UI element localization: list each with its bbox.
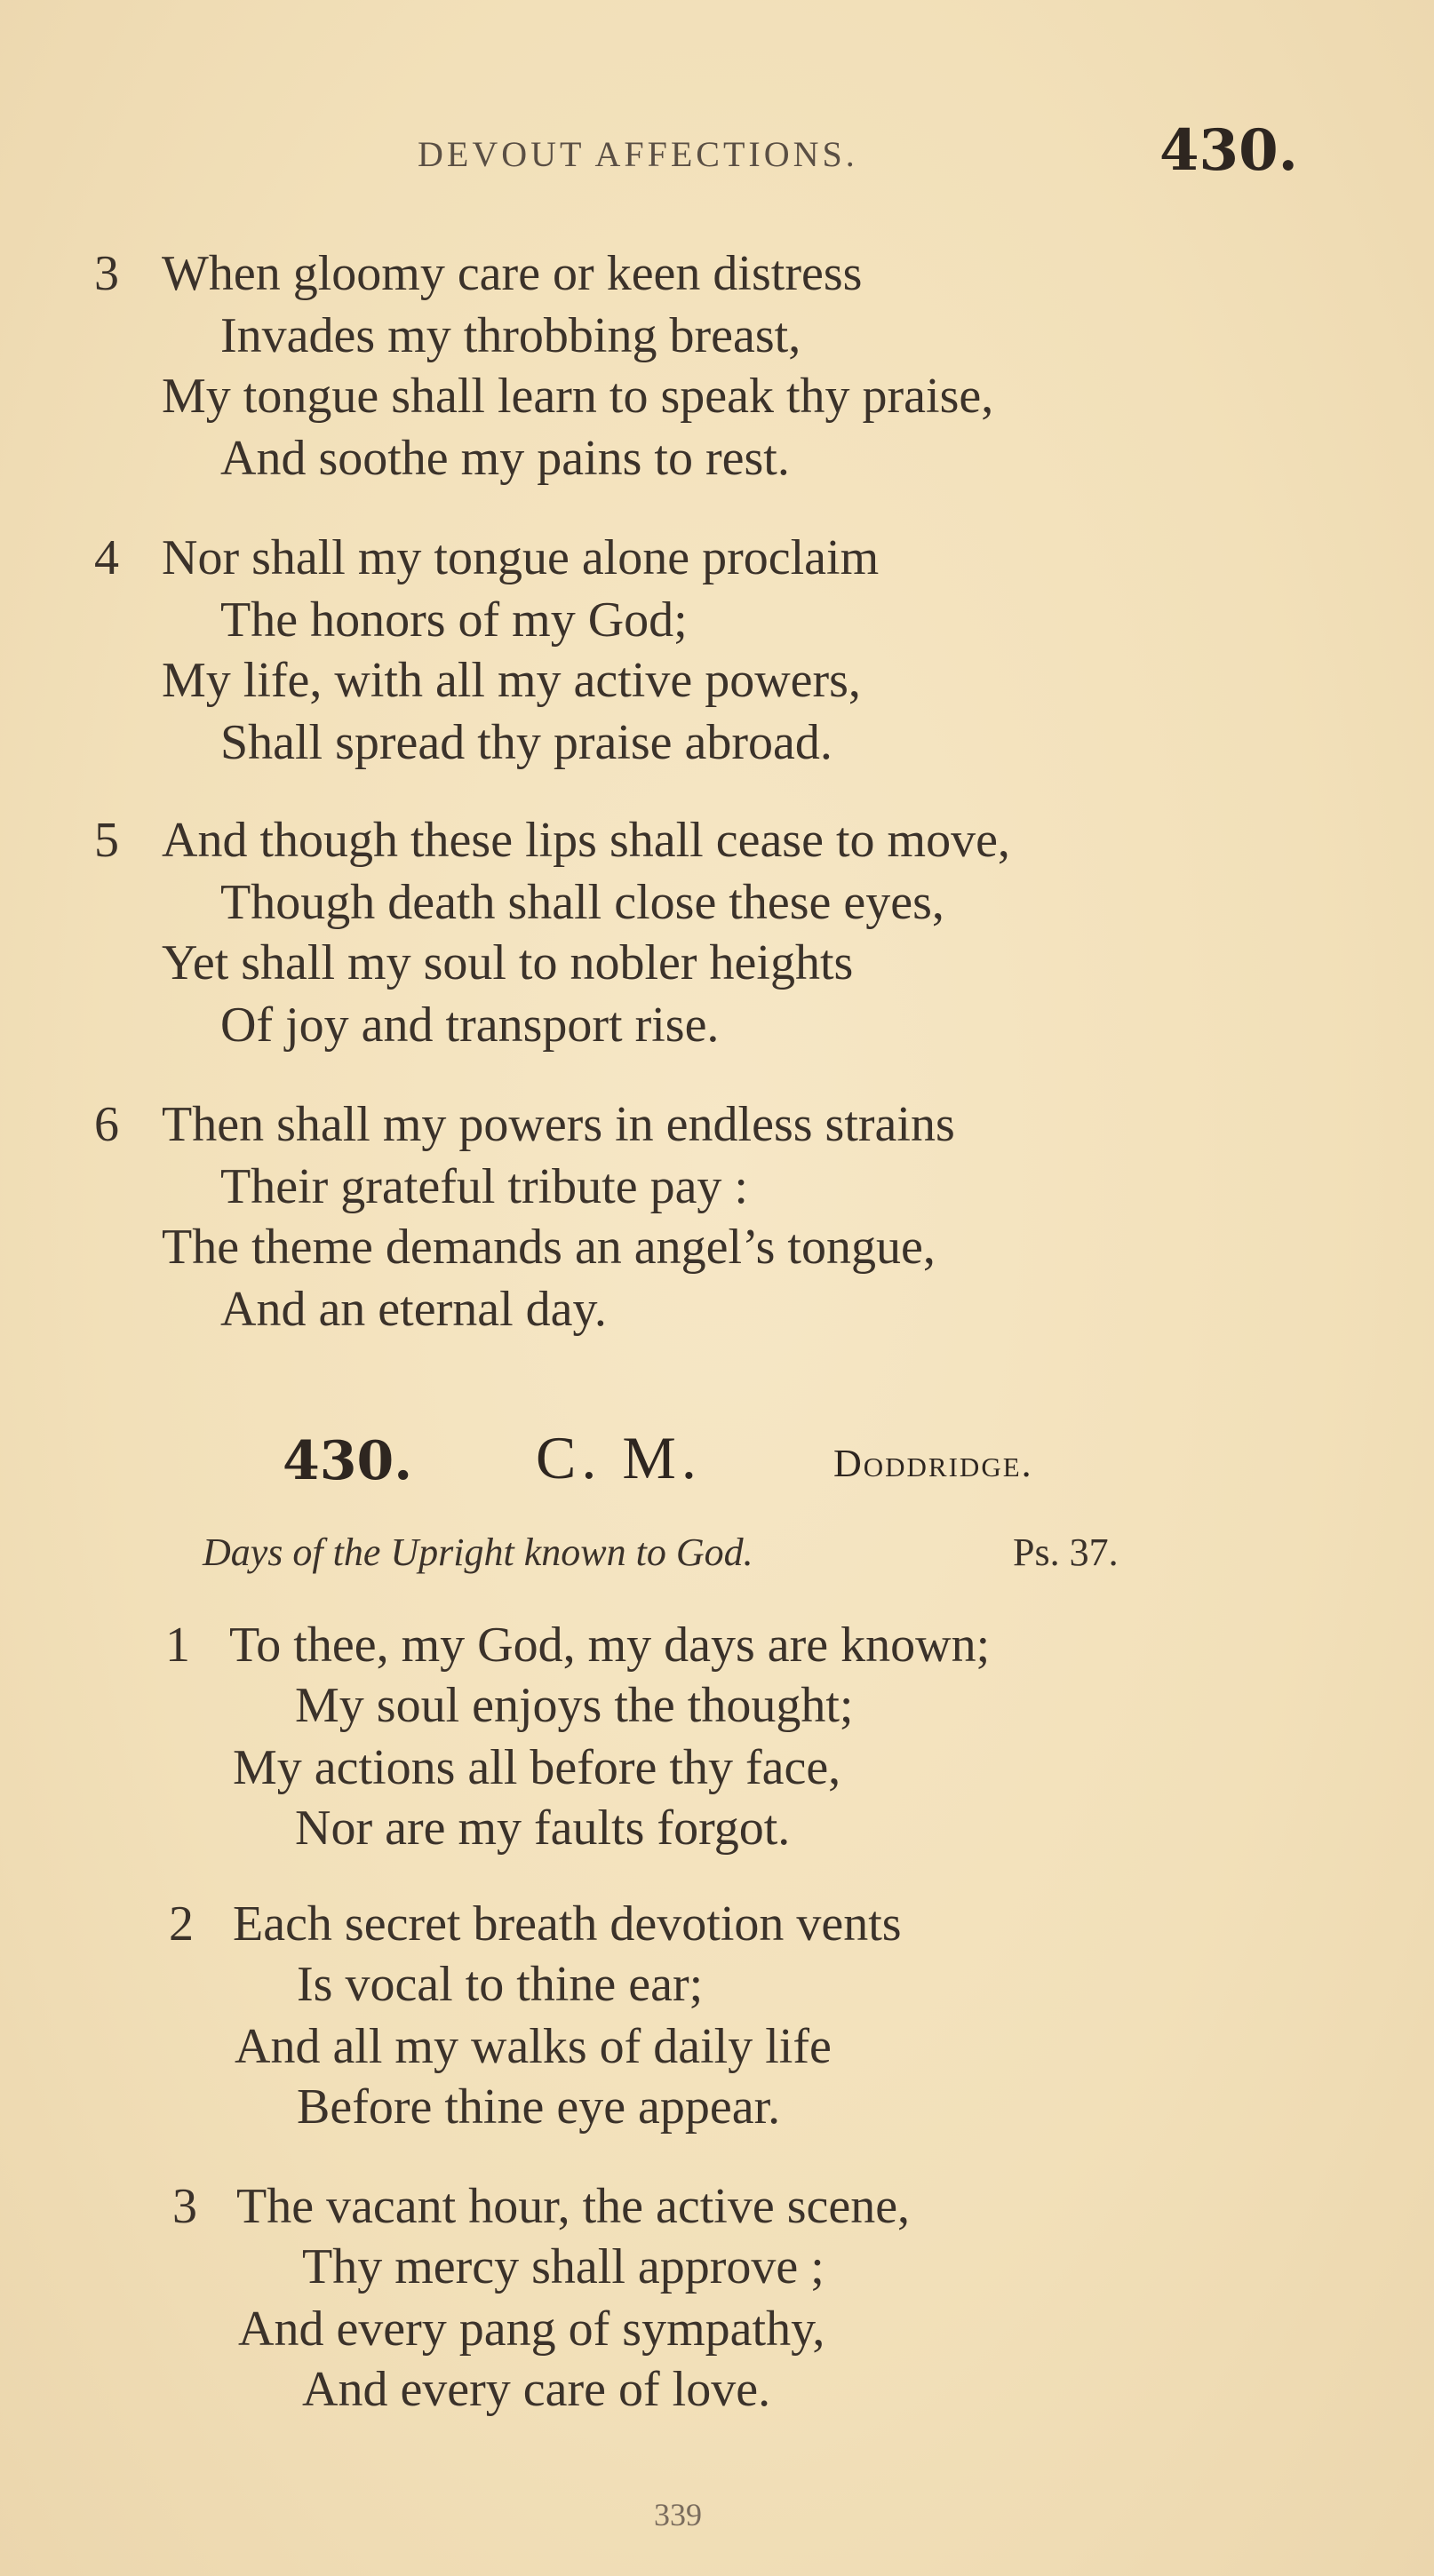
verse-line: Shall spread thy praise abroad. [220, 715, 833, 770]
verse-line: Is vocal to thine ear; [297, 1957, 704, 2012]
verse-line: My tongue shall learn to speak thy praise, [162, 369, 994, 424]
running-title: DEVOUT AFFECTIONS. [418, 134, 858, 174]
verse-line: The vacant hour, the active scene, [236, 2179, 911, 2234]
verse-line: And every care of love. [302, 2362, 771, 2417]
verse-line: Each secret breath devotion vents [233, 1896, 902, 1952]
verse-line: My soul enjoys the thought; [295, 1678, 854, 1733]
stanza-number: 4 [94, 530, 119, 585]
verse-line: Nor shall my tongue alone proclaim [162, 530, 880, 585]
verse-line: Yet shall my soul to nobler heights [162, 935, 854, 990]
hymn-meter: C. M. [536, 1424, 702, 1491]
verse-line: And though these lips shall cease to move, [162, 813, 1010, 868]
verse-line: When gloomy care or keen distress [162, 246, 863, 301]
header-hymn-number: 430. [1159, 117, 1298, 184]
page-number: 339 [654, 2497, 702, 2532]
verse-line: The honors of my God; [220, 592, 688, 648]
verse-line: Of joy and transport rise. [220, 998, 720, 1053]
stanza-number: 6 [94, 1097, 119, 1152]
verse-line: The theme demands an angel’s tongue, [162, 1220, 936, 1275]
verse-line: Their grateful tribute pay : [220, 1159, 748, 1214]
verse-line: Though death shall close these eyes, [220, 875, 944, 930]
stanza-number: 1 [165, 1618, 190, 1673]
verse-line: And every pang of sympathy, [238, 2302, 825, 2357]
stanza-number: 3 [94, 246, 119, 301]
verse-line: Then shall my powers in endless strains [162, 1097, 955, 1152]
verse-line: Before thine eye appear. [297, 2079, 781, 2135]
hymn-subtitle: Days of the Upright known to God. [203, 1530, 753, 1574]
verse-line: Invades my throbbing breast, [220, 308, 801, 363]
hymn-number: 430. [283, 1430, 413, 1492]
verse-line: My life, with all my active powers, [162, 653, 861, 708]
stanza-number: 2 [169, 1896, 194, 1952]
verse-line: Nor are my faults forgot. [295, 1801, 791, 1856]
verse-line: And an eternal day. [220, 1282, 607, 1337]
stanza-number: 3 [172, 2179, 197, 2234]
verse-line: And all my walks of daily life [235, 2019, 832, 2074]
stanza-number: 5 [94, 813, 119, 868]
verse-line: And soothe my pains to rest. [220, 431, 790, 486]
verse-line: My actions all before thy face, [233, 1740, 841, 1795]
scripture-reference: Ps. 37. [1013, 1530, 1119, 1574]
hymn-author: Doddridge. [833, 1442, 1033, 1485]
verse-line: Thy mercy shall approve ; [302, 2239, 825, 2294]
verse-line: To thee, my God, my days are known; [229, 1618, 991, 1673]
